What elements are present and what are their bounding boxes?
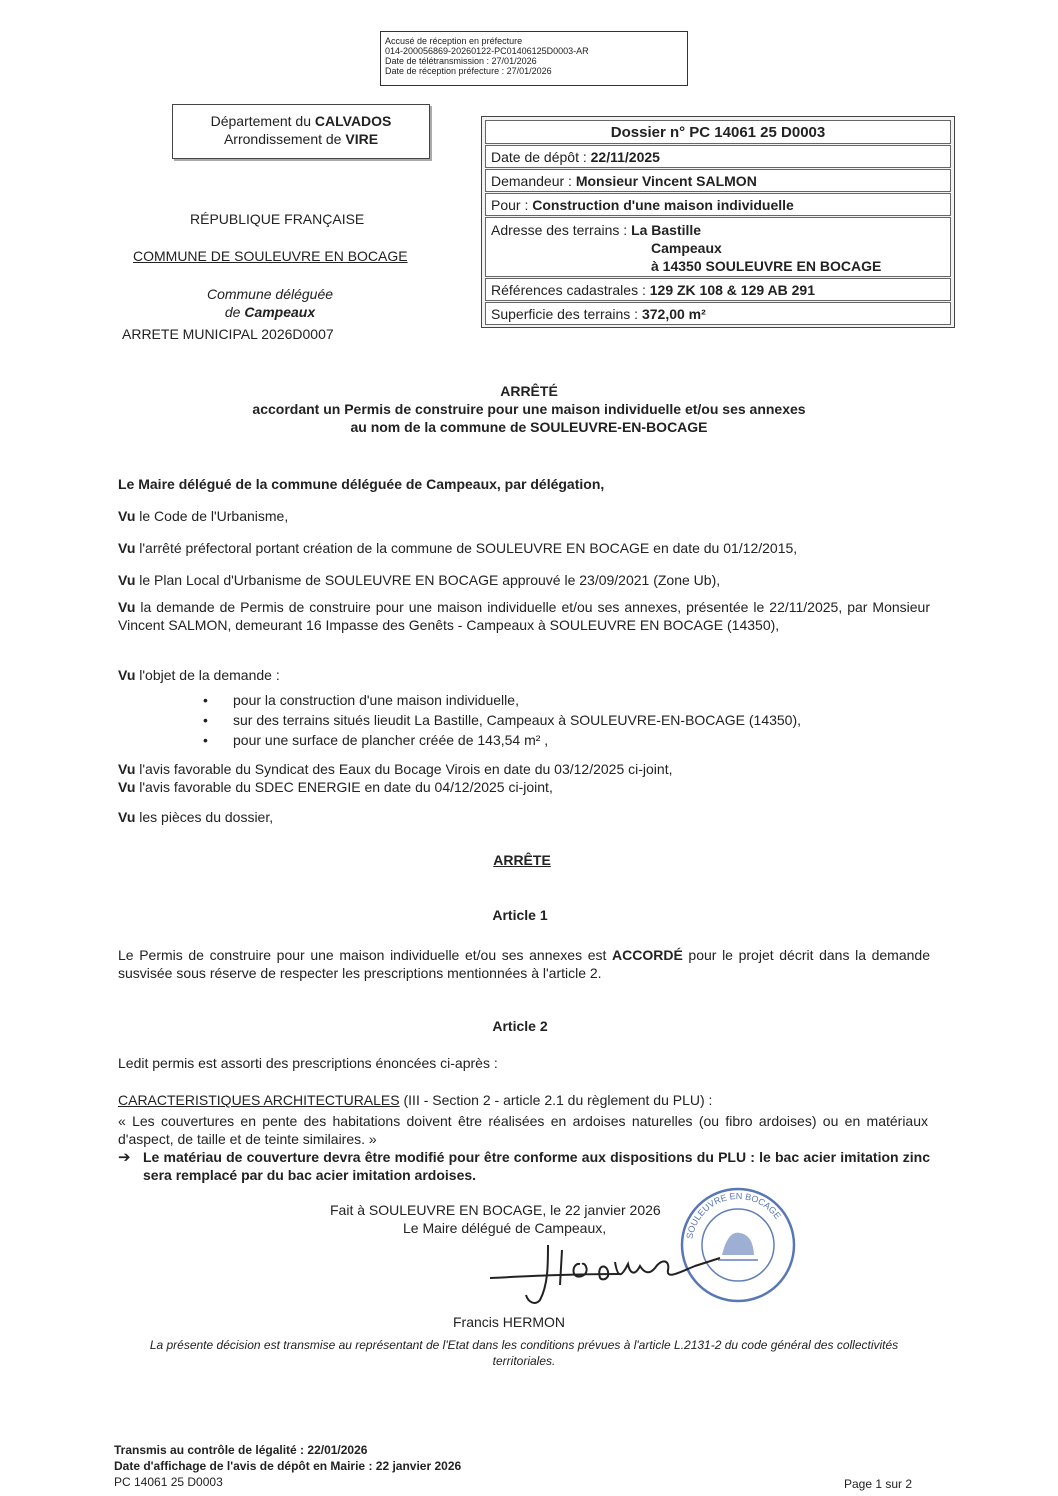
vu-demande: [118, 598, 930, 634]
receipt-line: Accusé de réception en préfecture: [385, 36, 523, 46]
dossier-superficie: [485, 302, 951, 325]
vu-text: la demande de Permis de construire pour une maison individuelle et/ou ses annexes, présentée le 22/11/2025, par Monsieur Vincent SALMON, demeurant 16 Impasse des Genêts - Campeaux à SOULEUVRE EN BOCAGE (14350),: [118, 599, 930, 633]
adresse-line3: à 14350 SOULEUVRE EN BOCAGE: [651, 258, 882, 274]
transmission-notice: La présente décision est transmise au représentant de l'Etat dans les conditions prévues à l'article L.2131-2 du code général des collectivités territoriales.: [149, 1338, 899, 1368]
footer-transmis: [114, 1443, 367, 1457]
vu-code: [118, 507, 930, 525]
page-number: Page 1 sur 2: [844, 1477, 913, 1491]
vu-text: l'avis favorable du Syndicat des Eaux du Bocage Virois en date du 03/12/2025 ci-joint,: [135, 761, 673, 777]
vu-word: Vu: [118, 508, 136, 524]
commune-heading: COMMUNE DE SOULEUVRE EN BOCAGE: [133, 248, 408, 264]
title-line3: au nom de la commune de SOULEUVRE-EN-BOCAGE: [350, 419, 708, 435]
depot-label: Date de dépôt :: [491, 149, 591, 165]
pour-label: Pour :: [491, 197, 533, 213]
bullet-text: sur des terrains situés lieudit La Bastille, Campeaux à SOULEUVRE-EN-BOCAGE (14350),: [233, 712, 802, 728]
bullet-item: [203, 731, 903, 749]
maire-role: Le Maire délégué de Campeaux,: [403, 1220, 607, 1236]
cadastre-label: Références cadastrales :: [491, 282, 650, 298]
republic-heading: RÉPUBLIQUE FRANÇAISE: [190, 211, 365, 227]
dossier-box: [481, 116, 955, 328]
article1-part: pour le projet décrit dans la demande susvisée sous réserve de respecter les prescriptions mentionnées à l'article 2.: [118, 947, 930, 981]
carac-ref: (III - Section 2 - article 2.1 du règlement du PLU) :: [399, 1092, 713, 1108]
arr-prefix: Arrondissement de: [223, 131, 346, 147]
maire-line: Le Maire délégué de la commune déléguée de Campeaux, par délégation,: [118, 476, 605, 492]
cadastre-value: 129 ZK 108 & 129 AB 291: [649, 282, 815, 298]
fait-line: Fait à SOULEUVRE EN BOCAGE, le 22 janvier 2026: [330, 1202, 661, 1218]
vu-word: Vu: [118, 761, 136, 777]
transmis-value: 22/01/2026: [307, 1443, 368, 1457]
vu-text: le Plan Local d'Urbanisme de SOULEUVRE EN BOCAGE approuvé le 23/09/2021 (Zone Ub),: [135, 572, 721, 588]
affichage-label: Date d'affichage de l'avis de dépôt en Mairie :: [114, 1459, 376, 1473]
carac-title: CARACTERISTIQUES ARCHITECTURALES: [118, 1092, 400, 1108]
receipt-line: Date de télétransmission : 27/01/2026: [385, 56, 537, 66]
footer-affichage: [114, 1459, 461, 1473]
receipt-line: 014-200056869-20260122-PC01406125D0003-AR: [385, 46, 589, 56]
bullet-item: [203, 711, 903, 729]
vu-sdec: [118, 778, 930, 796]
transmis-label: Transmis au contrôle de légalité :: [114, 1443, 308, 1457]
carac-line: [118, 1091, 930, 1109]
vu-text: le Code de l'Urbanisme,: [135, 508, 289, 524]
title-line1: ARRÊTÉ: [500, 383, 558, 399]
depot-value: 22/11/2025: [590, 149, 660, 165]
vu-text: l'arrêté préfectoral portant création de la commune de SOULEUVRE EN BOCAGE en date du 01/12/2015,: [135, 540, 798, 556]
deleguee-name: Campeaux: [244, 304, 316, 320]
dossier-cadastre: [485, 278, 951, 301]
superficie-value: 372,00 m²: [641, 306, 706, 322]
dossier-demandeur: [485, 169, 951, 192]
pour-value: Construction d'une maison individuelle: [532, 197, 794, 213]
article2-title: Article 2: [492, 1018, 548, 1034]
carac-quote: « Les couvertures en pente des habitations doivent être réalisées en ardoises naturelles (ou fibro ardoises) ou en matériaux d'aspect, de taille et de teinte similaires. »: [118, 1113, 928, 1147]
vu-word: Vu: [118, 540, 136, 556]
title-line2: accordant un Permis de construire pour une maison individuelle et/ou ses annexes: [252, 401, 806, 417]
demandeur-value: Monsieur Vincent SALMON: [575, 173, 757, 189]
department-box: [172, 104, 430, 159]
article1-title: Article 1: [492, 907, 548, 923]
article2-intro: Ledit permis est assorti des prescriptions énoncées ci-après :: [118, 1055, 498, 1071]
vu-word: Vu: [118, 572, 136, 588]
bullet-icon: •: [203, 732, 208, 748]
adresse-label: Adresse des terrains :: [491, 222, 632, 238]
receipt-line: Date de réception préfecture : 27/01/2026: [385, 66, 552, 76]
decree-title: [0, 382, 1058, 436]
commune-deleguee: [200, 285, 340, 321]
dossier-depot: [485, 145, 951, 168]
arrete-number: ARRETE MUNICIPAL 2026D0007: [122, 326, 334, 342]
footer-ref: PC 14061 25 D0003: [114, 1475, 223, 1489]
adresse-line1: La Bastille: [631, 222, 702, 238]
vu-word: Vu: [118, 599, 136, 615]
svg-text:SOULEUVRE EN BOCAGE: SOULEUVRE EN BOCAGE: [684, 1190, 783, 1240]
affichage-value: 22 janvier 2026: [375, 1459, 462, 1473]
vu-syndicat: [118, 760, 930, 778]
dossier-title: Dossier n° PC 14061 25 D0003: [485, 120, 951, 144]
bullet-icon: •: [203, 692, 208, 708]
vu-word: Vu: [118, 667, 136, 683]
prescription: Le matériau de couverture devra être modifié pour être conforme aux dispositions du PLU : le bac acier imitation zinc sera remplacé par du bac acier imitation ardoises.: [143, 1149, 930, 1183]
bullet-item: [203, 691, 903, 709]
vu-objet: [118, 666, 930, 684]
arr-name: VIRE: [345, 131, 379, 147]
deleguee-prefix: de: [224, 304, 245, 320]
dossier-adresse: [485, 217, 951, 277]
arrete-heading: ARRÊTE: [493, 852, 551, 868]
accorde-word: ACCORDÉ: [612, 947, 683, 963]
dept-prefix: Département du: [210, 113, 315, 129]
vu-pieces: [118, 808, 930, 826]
vu-prefectoral: [118, 539, 930, 557]
vu-text: les pièces du dossier,: [135, 809, 274, 825]
receipt-box: [380, 31, 688, 86]
vu-text: l'avis favorable du SDEC ENERGIE en date du 04/12/2025 ci-joint,: [135, 779, 553, 795]
vu-word: Vu: [118, 779, 136, 795]
deleguee-line1: Commune déléguée: [206, 286, 334, 302]
bullet-icon: •: [203, 712, 208, 728]
demandeur-label: Demandeur :: [491, 173, 576, 189]
adresse-line2: Campeaux: [651, 240, 722, 256]
vu-plu: [118, 571, 930, 589]
dossier-pour: [485, 193, 951, 216]
bullet-text: pour une surface de plancher créée de 143,54 m² ,: [233, 732, 549, 748]
arrow-icon: ➔: [118, 1149, 131, 1166]
vu-word: Vu: [118, 809, 136, 825]
signatory-name: Francis HERMON: [453, 1314, 566, 1330]
superficie-label: Superficie des terrains :: [491, 306, 642, 322]
handwritten-signature: [490, 1240, 740, 1310]
vu-text: l'objet de la demande :: [135, 667, 280, 683]
article1-text: [118, 946, 930, 982]
dept-name: CALVADOS: [314, 113, 392, 129]
article1-part: Le Permis de construire pour une maison individuelle et/ou ses annexes est: [118, 947, 613, 963]
bullet-text: pour la construction d'une maison individuelle,: [233, 692, 519, 708]
